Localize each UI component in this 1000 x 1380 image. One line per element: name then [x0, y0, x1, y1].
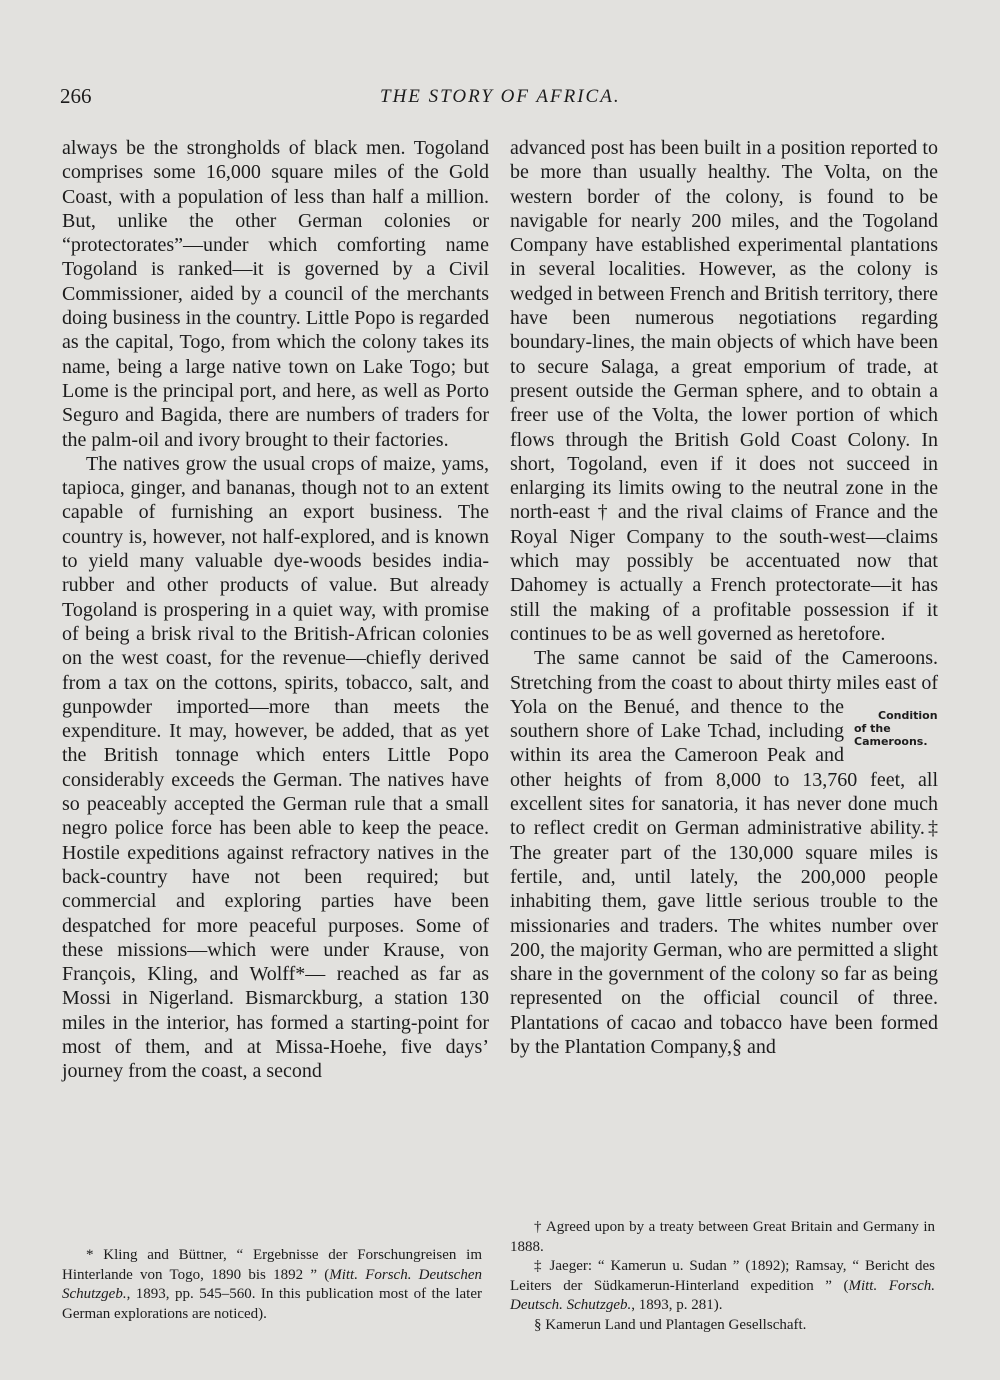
- paragraph-rest: and thence to the southern shore of Lake Tchad, including within its area the Cameroon Peak and other heights of from 8,000 to 13,760 feet, all excellent sites for sanatoria, it has never done much to reflect credit on German administrative ability.‡ The greater part of the 130,000 square miles is fertile, and, until lately, the 200,000 people inhabiting them, gave little serious trouble to the missionaries and traders. The whites number over 200, the majority German, who are permitted a slight share in the government of the colony so far as being represented on the official council of three. Plantations of cacao and tobacco have been formed by the Plantation Company,§ and: [510, 695, 938, 1058]
- marginal-note-line: Condition: [878, 708, 938, 722]
- marginal-note-line: of the: [854, 721, 891, 735]
- marginal-note-line: Cameroons.: [854, 734, 928, 748]
- paragraph: always be the strongholds of black men. Togoland comprises some 16,000 square miles of the Gold Coast, with a population of less than half a million. But, unlike the other German colonies or “protectorates”—under which comforting name Togoland is ranked—it is governed by a Civil Commissioner, aided by a council of the merchants doing business in the country. Little Popo is regarded as the capital, Togo, from which the colony takes its name, being a large native town on Lake Togo; but Lome is the principal port, and here, as well as Porto Seguro and Bagida, there are numbers of traders for the palm-oil and ivory brought to their factories.: [62, 137, 489, 451]
- footnote: † Agreed upon by a treaty between Great Britain and Germany in 1888.: [510, 1219, 935, 1255]
- paragraph: [510, 646, 938, 1059]
- running-title: THE STORY OF AFRICA.: [380, 86, 621, 107]
- footnote-text: , 1893, pp. 545–560. In this publication most of the later German explorations are noticed).: [62, 1286, 482, 1322]
- footnote: [62, 1246, 482, 1324]
- page-header: [60, 84, 940, 114]
- footnotes-right: [510, 1218, 935, 1335]
- paragraph-start: The same cannot be said of the Cameroons. Stretching from the coast to about thirty miles east of Yola on the Benué,: [510, 647, 938, 718]
- page-number: 266: [60, 84, 92, 108]
- left-column: [62, 136, 489, 1084]
- footnote-citation: Mitt. Forsch. Deutsch. Schutzgeb.: [510, 1277, 935, 1313]
- footnote-text: , 1893, p. 281).: [631, 1297, 723, 1313]
- footnote-text: ‡ Jaeger: “ Kamerun u. Sudan ” (1892); Ramsay, “ Bericht des Leiters der Südkamerun-Hinterland expedition ” (: [510, 1258, 935, 1294]
- paragraph: The natives grow the usual crops of maize, yams, tapioca, ginger, and bananas, though not to an extent capable of furnishing an export business. The country is, however, not half-explored, and is known to yield many valuable dye-woods besides india-rubber and other products of value. But already Togoland is prospering in a quiet way, with promise of being a brisk rival to the British-African colonies on the west coast, for the revenue—chiefly derived from a tax on the cottons, spirits, tobacco, salt, and gunpowder imported—more than meets the expenditure. It may, however, be added, that as yet the British tonnage which enters Little Popo considerably exceeds the German. The natives have so peaceably accepted the German rule that a small negro police force has been able to keep the peace. Hostile expeditions against refractory natives in the back-country have not been required; but commercial and exploring parties have been despatched for more peaceful purposes. Some of these missions—which were under Krause, von François, Kling, and Wolff*— reached as far as Mossi in Nigerland. Bismarckburg, a station 130 miles in the interior, has formed a starting-point for most of them, and at Missa-Hoehe, five days’ journey from the coast, a second: [62, 452, 489, 1083]
- footnote-citation: Mitt. Forsch. Deutschen Schutzgeb.: [62, 1266, 482, 1302]
- marginal-note: [854, 709, 950, 748]
- right-column: [510, 136, 938, 1059]
- paragraph: advanced post has been built in a position reported to be more than usually healthy. The Volta, on the western border of the colony, is found to be navigable for nearly 200 miles, and the Togoland Company have established experimental plantations in several localities. However, as the colony is wedged in between French and British territory, there have been numerous negotiations regarding boundary-lines, the main objects of which have been to secure Salaga, a great emporium of trade, at present outside the German sphere, and to obtain a freer use of the Volta, the lower portion of which flows through the British Gold Coast Colony. In short, Togoland, even if it does not succeed in enlarging its limits owing to the neutral zone in the north-east † and the rival claims of France and the Royal Niger Company to the south-west—claims which may possibly be accentuated now that Dahomey is actually a French protectorate—it has still the making of a profitable possession if it continues to be as well governed as heretofore.: [510, 137, 938, 645]
- footnotes-left: [62, 1246, 482, 1324]
- footnote: § Kamerun Land und Plantagen Gesellschaft.: [534, 1316, 807, 1333]
- footnote-text: * Kling and Büttner, “ Ergebnisse der Forschungreisen im Hinterlande von Togo, 1890 bis 1892 ” (: [62, 1247, 482, 1283]
- footnote: [510, 1257, 935, 1316]
